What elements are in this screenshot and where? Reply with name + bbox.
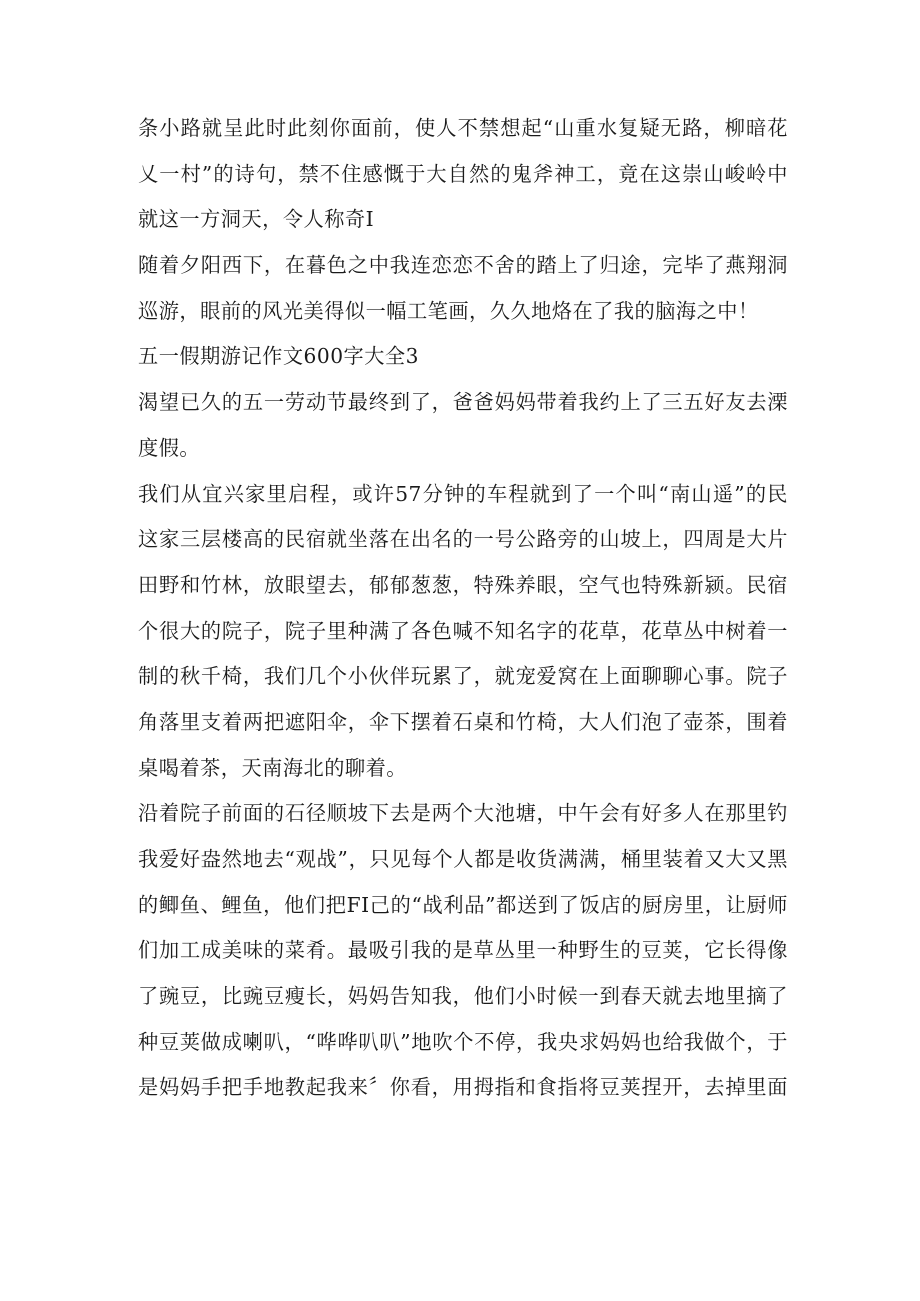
text-line: 乂一村”的诗句，禁不住感慨于大自然的鬼斧神工，竟在这崇山峻岭中 <box>138 161 788 186</box>
text-line: 是妈妈手把手地教起我来〞你看，用拇指和食指将豆荚捏开，去掉里面 <box>138 1075 788 1100</box>
body-text <box>138 106 788 1111</box>
text-line: 制的秋千椅，我们几个小伙伴玩累了，就宠爱窝在上面聊聊心事。院子 <box>138 664 788 689</box>
text-line: 度假。 <box>138 435 201 460</box>
text-line: 沿着院子前面的石径顺坡下去是两个大池塘，中午会有好多人在那里钓 <box>138 801 788 826</box>
text-line: 了豌豆，比豌豆瘦长，妈妈告知我，他们小时候一到春天就去地里摘了 <box>138 984 788 1009</box>
text-line: 渴望已久的五一劳动节最终到了，爸爸妈妈带着我约上了三五好友去溧 <box>138 390 788 415</box>
text-line: 种豆荚做成喇叭，“哗哗叭叭”地吹个不停，我央求妈妈也给我做个，于 <box>138 1029 788 1054</box>
text-line: 田野和竹林，放眼望去，郁郁葱葱，特殊养眼，空气也特殊新颍。民宿 <box>138 572 788 597</box>
text-line: 角落里支着两把遮阳伞，伞下摆着石桌和竹椅，大人们泡了壶茶，围着 <box>138 709 788 734</box>
text-line: 条小路就呈此时此刻你面前，使人不禁想起“山重水复疑无路，柳暗花 <box>138 116 788 140</box>
text-line: 桌喝着茶，天南海北的聊着。 <box>138 755 407 780</box>
text-line: 我爱好盎然地去“观战”，只见每个人都是收货满满，桶里装着又大又黑 <box>138 847 788 871</box>
text-line: 们加工成美味的菜肴。最吸引我的是草丛里一种野生的豆荚，它长得像 <box>138 938 788 963</box>
text-line: 随着夕阳西下，在暮色之中我连恋恋不舍的踏上了归途，完毕了燕翔洞 <box>138 253 788 278</box>
section-heading: 五一假期游记作文600字大全3 <box>138 344 419 369</box>
text-line: 个很大的院子，院子里种满了各色喊不知名字的花草，花草丛中树着一 <box>138 618 788 643</box>
text-line: 的鲫鱼、鲤鱼，他们把FI己的“战利品”都送到了饭店的厨房里，让厨师 <box>138 892 788 917</box>
text-line: 巡游，眼前的风光美得似一幅工笔画，久久地烙在了我的脑海之中！ <box>138 298 759 323</box>
text-line: 就这一方洞天，令人称奇I <box>138 207 375 232</box>
text-line: 我们从宜兴家里启程，或许57分钟的车程就到了一个叫“南山遥”的民 <box>138 481 788 506</box>
text-line: 这家三层楼高的民宿就坐落在出名的一号公路旁的山坡上，四周是大片 <box>138 527 788 552</box>
